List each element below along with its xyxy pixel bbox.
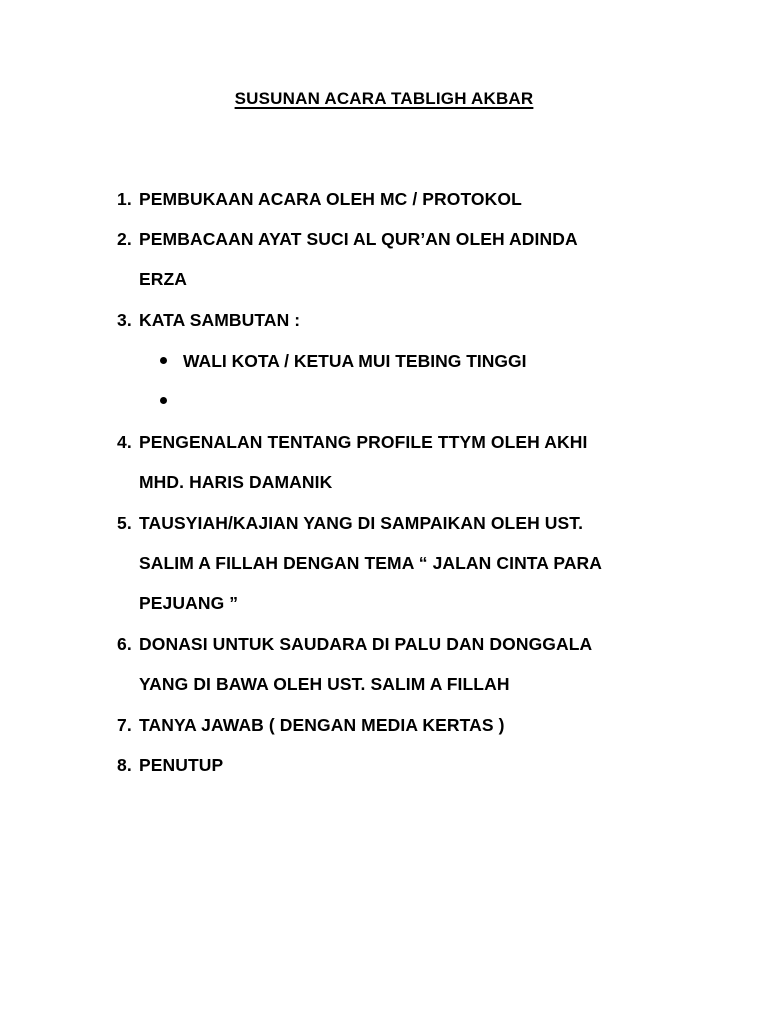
bullet-icon — [160, 397, 167, 404]
list-item-8 — [117, 755, 223, 776]
sub-bullet-1 — [160, 351, 527, 372]
list-item-5-continuation: PEJUANG ” — [139, 593, 239, 613]
list-item-1 — [117, 189, 522, 210]
list-item-7 — [117, 715, 505, 736]
item-text: PENUTUP — [139, 755, 224, 775]
item-number: 5. — [117, 513, 132, 533]
item-number: 4. — [117, 432, 132, 452]
item-text: PENGENALAN TENTANG PROFILE TTYM OLEH AKHI — [139, 432, 588, 452]
list-item-4 — [117, 432, 587, 453]
bullet-icon — [160, 357, 167, 364]
item-text: TANYA JAWAB ( DENGAN MEDIA KERTAS ) — [139, 715, 505, 735]
item-number: 3. — [117, 310, 132, 330]
sub-bullet-2 — [160, 391, 183, 412]
list-item-2 — [117, 229, 578, 250]
list-item-4-continuation: MHD. HARIS DAMANIK — [139, 472, 333, 492]
page-title — [0, 89, 768, 109]
item-number: 8. — [117, 755, 132, 775]
list-item-5 — [117, 513, 583, 534]
item-text: TAUSYIAH/KAJIAN YANG DI SAMPAIKAN OLEH UST. — [139, 513, 584, 533]
list-item-6-continuation: YANG DI BAWA OLEH UST. SALIM A FILLAH — [139, 674, 510, 694]
list-item-5-continuation: SALIM A FILLAH DENGAN TEMA “ JALAN CINTA PARA — [139, 553, 603, 573]
sub-bullet-text: WALI KOTA / KETUA MUI TEBING TINGGI — [183, 351, 527, 371]
item-text: KATA SAMBUTAN : — [139, 310, 301, 330]
item-text: PEMBUKAAN ACARA OLEH MC / PROTOKOL — [139, 189, 522, 209]
item-number: 7. — [117, 715, 132, 735]
list-item-6 — [117, 634, 592, 655]
title-text: SUSUNAN ACARA TABLIGH AKBAR — [234, 89, 534, 108]
item-number: 2. — [117, 229, 132, 249]
item-text: PEMBACAAN AYAT SUCI AL QUR’AN OLEH ADINDA — [139, 229, 578, 249]
item-number: 6. — [117, 634, 132, 654]
item-text: DONASI UNTUK SAUDARA DI PALU DAN DONGGALA — [139, 634, 593, 654]
list-item-2-continuation: ERZA — [139, 269, 188, 289]
item-number: 1. — [117, 189, 132, 209]
list-item-3 — [117, 310, 300, 331]
